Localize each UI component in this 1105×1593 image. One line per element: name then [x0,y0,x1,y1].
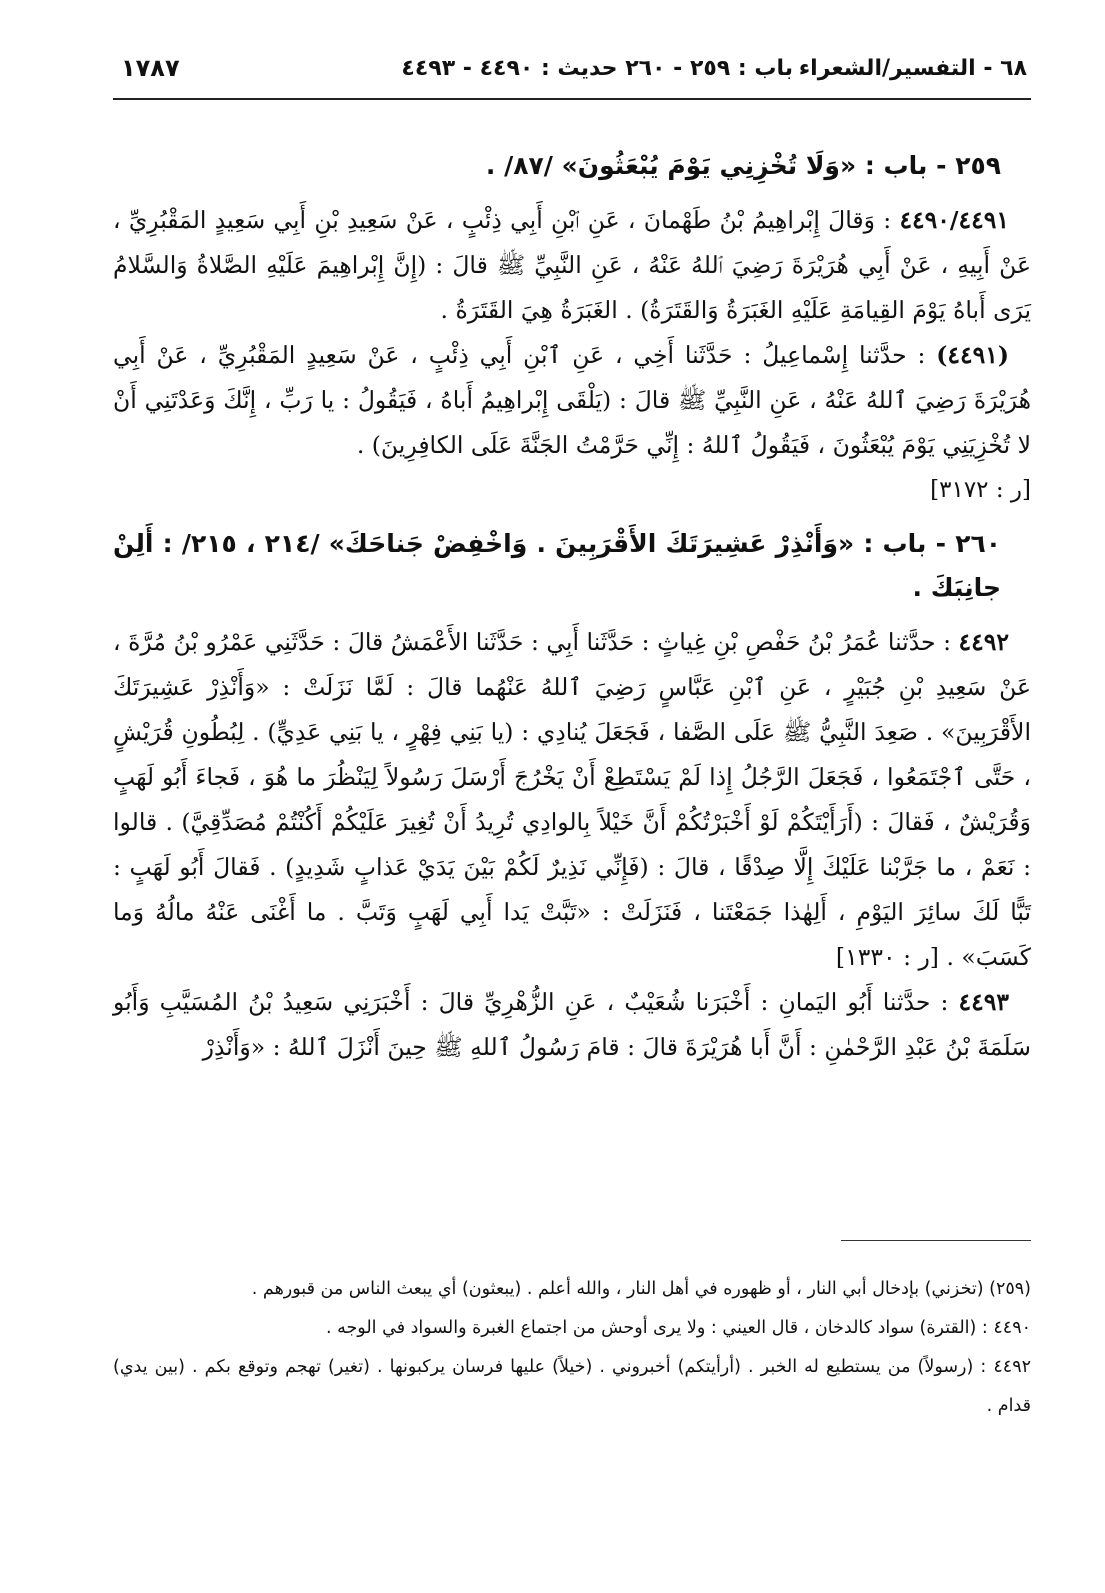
footnotes [113,1270,1031,1426]
header-bab-hadith-range: باب : ٢٥٩ - ٢٦٠ حديث : ٤٤٩٠ - ٤٤٩٣ [401,56,793,81]
page-number: ١٧٨٧ [121,54,180,82]
hadith-text: : حدَّثنا أَبُو اليَمانِ : أَخْبَرَنا شُعَيْبٌ ، عَنِ الزُّهْرِيِّ قالَ : أَخْبَرَنِي سَعِيدُ بْنُ المُسَيَّبِ وَأَبُو سَلَمَةَ بْنُ عَبْدِ الرَّحْمٰنِ : أَنَّ أَبا هُرَيْرَةَ قالَ : قامَ رَسُولُ ٱللهِ ﷺ حِينَ أَنْزَلَ ٱللهُ : «وَأَنْذِرْ [113,988,1031,1061]
footnote-4492: ٤٤٩٢ : (رسولاً) من يستطيع له الخبر . (أرأيتكم) أخبروني . (خيلاً) عليها فرسان يركبونها . (تغير) تهجم وتوقع بكم . (بين يدي) قدام . [113,1357,1031,1416]
hadith-text: : حدَّثنا إِسْماعِيلُ : حَدَّثَنا أَخِي ، عَنِ ٱبْنِ أَبِي ذِئْبٍ ، عَنْ سَعِيدٍ المَقْبُرِيِّ ، عَنْ أَبِي هُرَيْرَةَ رَضِيَ ٱللهُ عَنْهُ ، عَنِ النَّبِيِّ ﷺ قالَ : (يَلْقَى إِبْراهِيمُ أَباهُ ، فَيَقُولُ : يا رَبِّ ، إِنَّكَ وَعَدْتَنِي أَنْ لا تُخْزِيَنِي يَوْمَ يُبْعَثُونَ ، فَيَقُولُ ٱللهُ : إِنِّي حَرَّمْتُ الجَنَّةَ عَلَى الكافِرِينَ) . [113,341,1031,459]
hadith-text: : حدَّثنا عُمَرُ بْنُ حَفْصِ بْنِ غِياثٍ : حَدَّثَنا أَبِي : حَدَّثَنا الأَعْمَشُ قالَ : حَدَّثَنِي عَمْرُو بْنُ مُرَّةَ ، عَنْ سَعِيدِ بْنِ جُبَيْرٍ ، عَنِ ٱبْنِ عَبَّاسٍ رَضِيَ ٱللهُ عَنْهُما قالَ : لَمَّا نَزَلَتْ : «وَأَنْذِرْ عَشِيرَتَكَ الأَقْرَبِينَ» . صَعِدَ النَّبِيُّ ﷺ عَلَى الصَّفا ، فَجَعَلَ يُنادِي : (يا بَنِي فِهْرٍ ، يا بَنِي عَدِيٍّ) . لِبُطُونِ قُرَيْشٍ ، حَتَّى ٱجْتَمَعُوا ، فَجَعَلَ الرَّجُلُ إِذا لَمْ يَسْتَطِعْ أَنْ يَخْرُجَ أَرْسَلَ رَسُولاً لِيَنْظُرَ ما هُوَ ، فَجاءَ أَبُو لَهَبٍ وَقُرَيْشٌ ، فَقالَ : (أَرَأَيْتَكُمْ لَوْ أَخْبَرْتُكُمْ أَنَّ خَيْلاً بِالوادِي تُرِيدُ أَنْ تُغِيرَ عَلَيْكُمْ أَكُنْتُمْ مُصَدِّقِيَّ) . قالوا : نَعَمْ ، ما جَرَّبْنا عَلَيْكَ إِلَّا صِدْقًا ، قالَ : (فَإِنِّي نَذِيرٌ لَكُمْ بَيْنَ يَدَيْ عَذابٍ شَدِيدٍ) . فَقالَ أَبُو لَهَبٍ : تَبًّا لَكَ سائِرَ اليَوْمِ ، أَلِهٰذا جَمَعْتَنا ، فَنَزَلَتْ : «تَبَّتْ يَدا أَبِي لَهَبٍ وَتَبَّ . ما أَغْنَى عَنْهُ مالُهُ وَما كَسَبَ» . [113,628,1031,971]
hadith-text: : وَقالَ إِبْراهِيمُ بْنُ طَهْمانَ ، عَنِ ٱبْنِ أَبِي ذِئْبٍ ، عَنْ سَعِيدِ بْنِ أَبِي سَعِيدٍ المَقْبُرِيِّ ، عَنْ أَبِيهِ ، عَنْ أَبِي هُرَيْرَةَ رَضِيَ ٱللهُ عَنْهُ ، عَنِ النَّبِيِّ ﷺ قالَ : (إِنَّ إِبْراهِيمَ عَلَيْهِ الصَّلاةُ وَالسَّلامُ يَرَى أَباهُ يَوْمَ القِيامَةِ عَلَيْهِ الغَبَرَةُ وَالقَتَرَةُ) . الغَبَرَةُ هِيَ القَتَرَةُ . [113,206,1031,324]
hadith-4491 [113,333,1031,468]
hadith-number: (٤٤٩١) [936,341,1009,369]
main-text [113,144,1031,1070]
cross-reference: [ر : ٣١٧٢] [930,477,1031,503]
hadith-number: ٤٤٩٠/٤٤٩١ [899,206,1009,234]
hadith-number: ٤٤٩٣ [958,988,1009,1016]
hadith-4492 [113,620,1031,980]
footnote-259: (٢٥٩) (تخزني) بإدخال أبي النار ، أو ظهوره في أهل النار ، والله أعلم . (يبعثون) أي يبعث الناس من قبورهم . [251,1279,1031,1299]
hadith-4490 [113,198,1031,333]
footnote-4490: ٤٤٩٠ : (القترة) سواد كالدخان ، قال العيني : ولا يرى أوحش من اجتماع الغبرة والسواد في الوجه . [325,1318,1031,1338]
header-section-title: ٦٨ - التفسير/الشعراء [798,56,1027,81]
cross-reference: [ر : ١٣٣٠] [835,943,939,971]
chapter-heading-260: ٢٦٠ - باب : «وَأَنْذِرْ عَشِيرَتَكَ الأَقْرَبِينَ . وَاخْفِضْ جَناحَكَ» /٢١٤ ، ٢١٥/ : أَلِنْ جانِبَكَ . [113,529,1001,602]
running-header [113,40,1031,100]
footnote-divider [841,1240,1031,1241]
chapter-heading-259: ٢٥٩ - باب : «وَلَا تُخْزِنِي يَوْمَ يُبْعَثُونَ» /٨٧/ . [485,151,1001,180]
hadith-number: ٤٤٩٢ [958,628,1009,656]
hadith-4493 [113,980,1031,1070]
